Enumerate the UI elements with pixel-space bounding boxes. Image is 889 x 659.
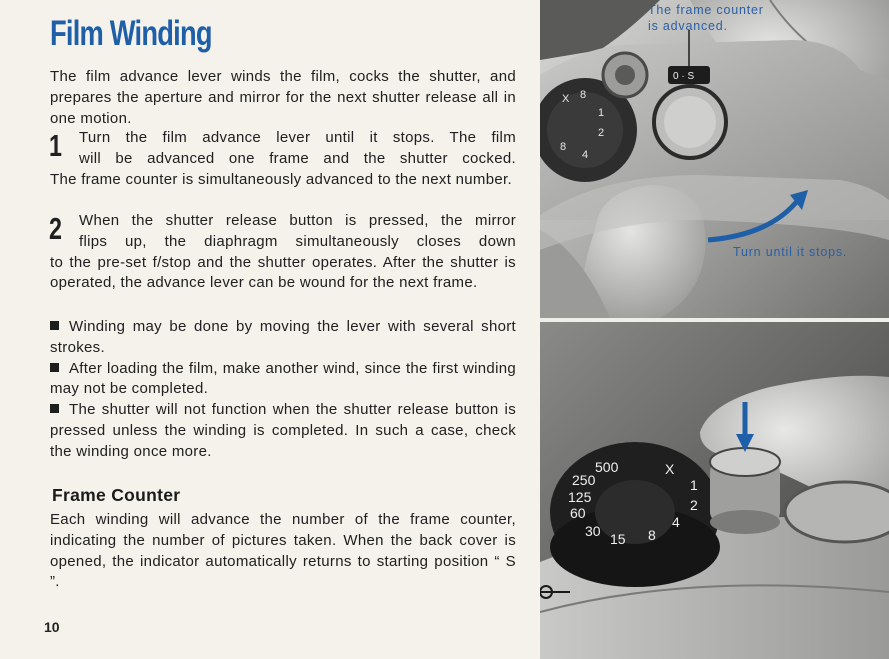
caption-turn: Turn until it stops.: [733, 245, 848, 259]
dial-mark: 250: [572, 472, 596, 488]
dial-mark: 500: [595, 459, 619, 475]
bullet-icon: [50, 404, 59, 413]
notes-list: [50, 317, 516, 463]
frame-counter-paragraph: Each winding will advance the number of the frame counter, indicating the number of pictures taken. When the back cover is opened, the indicator automatically returns to starting position “ S ”.: [50, 511, 516, 591]
note-text: The shutter will not function when the shutter release button is pressed unless the winding is completed. In such a case, check the winding once more.: [50, 401, 516, 460]
note-text: Winding may be done by moving the lever with several short strokes.: [50, 318, 516, 356]
dial-mark: 8: [580, 89, 587, 101]
dial-mark: 125: [568, 489, 592, 505]
photo-film-advance-lever: [540, 0, 889, 318]
caption-line: is advanced.: [648, 19, 728, 33]
dial-mark: 4: [582, 149, 589, 161]
dial-mark: 8: [648, 527, 656, 543]
dial-mark: 1: [598, 107, 605, 119]
step-line: When the shutter release button is pressed, the mirror: [79, 212, 516, 229]
step-number: 2: [49, 211, 63, 246]
page-title: Film Winding: [50, 14, 212, 53]
list-item: [50, 317, 516, 359]
step-line: Turn the film advance lever until it stops. The film: [79, 129, 516, 146]
list-item: [50, 400, 516, 462]
dial-mark: 30: [585, 523, 601, 539]
bullet-icon: [50, 363, 59, 372]
dial-mark: 1: [690, 477, 698, 493]
step-text: to the pre-set f/stop and the shutter operates. After the shutter is operated, the advance lever can be wound for the next frame.: [50, 253, 516, 292]
dial-mark: 60: [570, 505, 586, 521]
dial-mark: 2: [690, 497, 698, 513]
step-line: will be advanced one frame and the shutter cocked.: [79, 149, 516, 167]
caption-line: The frame counter: [648, 3, 764, 17]
bullet-icon: [50, 321, 59, 330]
frame-counter-heading: Frame Counter: [52, 485, 181, 505]
camera-dial-illustration: [540, 322, 889, 659]
dial-mark: 4: [672, 514, 680, 530]
step-text: The frame counter is simultaneously advanced to the next number.: [50, 170, 512, 188]
step-line: flips up, the diaphragm simultaneously closes down: [79, 232, 516, 250]
dial-mark: X: [665, 461, 675, 477]
dial-mark: 2: [598, 127, 605, 139]
dial-mark: 15: [610, 531, 626, 547]
step-2: [50, 211, 516, 294]
list-item: [50, 359, 516, 401]
intro-paragraph: The film advance lever winds the film, cocks the shutter, and prepares the aperture and mirror for the next shutter release all in one motion.: [50, 68, 516, 127]
dial-mark: 8: [560, 141, 567, 153]
step-1: [50, 128, 516, 190]
caption-frame-counter: [648, 2, 764, 34]
counter-window-marks: 0 · S: [673, 71, 695, 82]
photo-frame-counter-dial: [540, 322, 889, 659]
page-number: 10: [44, 619, 60, 635]
step-number: 1: [49, 128, 63, 163]
dial-mark: X: [562, 93, 570, 105]
note-text: After loading the film, make another wind, since the first winding may not be completed.: [50, 359, 516, 398]
camera-top-illustration: [540, 0, 889, 318]
